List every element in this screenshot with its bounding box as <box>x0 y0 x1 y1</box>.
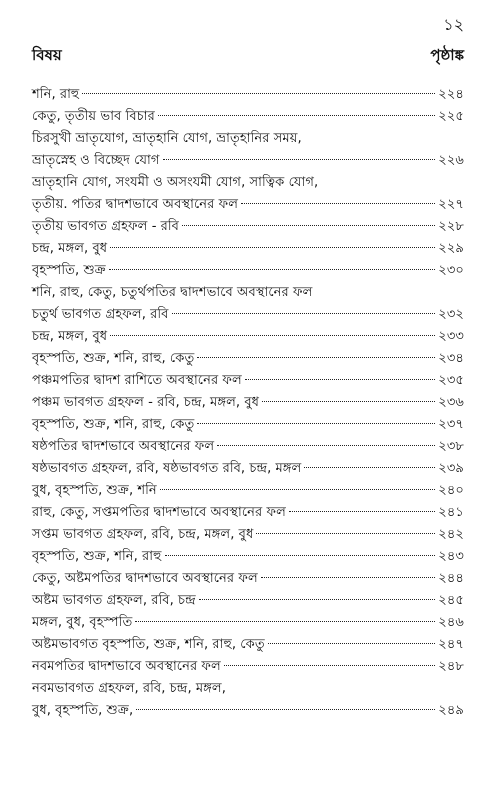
toc-entry-page: ২৩০ <box>438 263 464 278</box>
toc-entry-page: ২২৪ <box>438 87 464 102</box>
toc-header <box>32 44 464 69</box>
toc-entry <box>32 128 464 172</box>
toc-entry-title: ষষ্ঠপতির দ্বাদশভাবে অবস্থানের ফল <box>32 439 215 454</box>
dot-leader <box>261 577 435 578</box>
dot-leader <box>197 423 435 424</box>
toc-entry <box>32 260 464 282</box>
toc-entry-line <box>32 656 464 678</box>
toc-entry-line <box>32 370 464 392</box>
dot-leader <box>182 225 435 226</box>
toc-entry <box>32 392 464 414</box>
toc-entry-title: কেতু, তৃতীয় ভাব বিচার <box>32 109 155 124</box>
toc-entry-line <box>32 238 464 260</box>
table-of-contents <box>32 84 464 722</box>
toc-entry-title: বৃহস্পতি, শুক্র, শনি, রাহু, কেতু <box>32 417 195 432</box>
dot-leader <box>172 313 436 314</box>
toc-entry-line <box>32 502 464 524</box>
toc-entry-line <box>32 568 464 590</box>
toc-entry-line <box>32 700 464 722</box>
toc-entry-title: তৃতীয় ভাবগত গ্রহফল - রবি <box>32 219 180 234</box>
dot-leader <box>197 357 435 358</box>
toc-entry-title: বৃহস্পতি, শুক্র, শনি, রাহু <box>32 549 162 564</box>
toc-entry-line <box>32 282 464 304</box>
toc-entry-page: ২২৯ <box>438 241 464 256</box>
page-number: ১২ <box>443 15 464 34</box>
toc-entry-page: ২২৮ <box>438 219 464 234</box>
toc-entry-title: পঞ্চম ভাবগত গ্রহফল - রবি, চন্দ্র, মঙ্গল, বুধ <box>32 395 260 410</box>
toc-entry-line <box>32 84 464 106</box>
toc-entry-title: সপ্তম ভাবগত গ্রহফল, রবি, চন্দ্র, মঙ্গল, বুধ <box>32 527 254 542</box>
toc-entry <box>32 480 464 502</box>
toc-entry-title: ভ্রাতৃস্নেহ ও বিচ্ছেদ যোগ <box>32 153 160 168</box>
toc-entry <box>32 326 464 348</box>
toc-entry-title: চন্দ্র, মঙ্গল, বুধ <box>32 329 108 344</box>
toc-entry-page: ২৩৭ <box>438 417 464 432</box>
page-heading: পৃষ্ঠাঙ্ক <box>430 46 464 64</box>
dot-leader <box>262 401 435 402</box>
toc-entry-line <box>32 260 464 282</box>
toc-entry-title: শনি, রাহু, কেতু, চতুর্থপতির দ্বাদশভাবে অবস্থানের ফল <box>32 285 313 300</box>
toc-entry <box>32 568 464 590</box>
dot-leader <box>160 489 436 490</box>
dot-leader <box>199 599 436 600</box>
dot-leader <box>245 379 435 380</box>
toc-entry-title: তৃতীয়. পতির দ্বাদশভাবে অবস্থানের ফল <box>32 197 239 212</box>
toc-entry <box>32 84 464 106</box>
toc-entry-line <box>32 590 464 612</box>
toc-entry-title: বুধ, বৃহস্পতি, শুক্র, <box>32 703 134 718</box>
toc-entry-title: ভ্রাতৃহানি যোগ, সংযমী ও অসংযমী যোগ, সাত্বিক যোগ, <box>32 175 319 190</box>
toc-entry-title: মঙ্গল, বুধ, বৃহস্পতি <box>32 615 133 630</box>
toc-entry-title: চতুর্থ ভাবগত গ্রহফল, রবি <box>32 307 169 322</box>
toc-entry-title: নবমপতির দ্বাদশভাবে অবস্থানের ফল <box>32 659 221 674</box>
dot-leader <box>268 643 436 644</box>
dot-leader <box>158 115 435 116</box>
toc-entry-page: ২৩৫ <box>438 373 464 388</box>
toc-entry-page: ২৪০ <box>438 483 464 498</box>
toc-entry-line <box>32 106 464 128</box>
toc-entry-page: ২৪৩ <box>438 549 464 564</box>
toc-entry <box>32 414 464 436</box>
toc-entry-page: ২৪৫ <box>438 593 464 608</box>
toc-entry-page: ২৩৩ <box>438 329 464 344</box>
toc-entry-line <box>32 326 464 348</box>
toc-entry <box>32 656 464 678</box>
toc-entry <box>32 678 464 722</box>
toc-entry-page: ২৩৮ <box>438 439 464 454</box>
toc-entry-title: অষ্টম ভাবগত গ্রহফল, রবি, চন্দ্র <box>32 593 196 608</box>
toc-entry <box>32 238 464 260</box>
toc-entry <box>32 546 464 568</box>
toc-entry-page: ২৩৬ <box>438 395 464 410</box>
dot-leader <box>136 709 435 710</box>
toc-entry-line <box>32 436 464 458</box>
toc-entry <box>32 436 464 458</box>
toc-entry-line <box>32 414 464 436</box>
toc-entry-title: চন্দ্র, মঙ্গল, বুধ <box>32 241 108 256</box>
dot-leader <box>224 665 435 666</box>
toc-entry-page: ২৩৪ <box>438 351 464 366</box>
toc-entry-line <box>32 480 464 502</box>
toc-entry-page: ২৪৭ <box>438 637 464 652</box>
toc-entry-title: রাহু, কেতু, সপ্তমপতির দ্বাদশভাবে অবস্থানের ফল <box>32 505 286 520</box>
toc-entry-title: বুধ, বৃহস্পতি, শুক্র, শনি <box>32 483 157 498</box>
dot-leader <box>241 203 435 204</box>
toc-entry-line <box>32 348 464 370</box>
toc-entry-page: ২৪১ <box>438 505 464 520</box>
dot-leader <box>110 247 435 248</box>
toc-entry <box>32 216 464 238</box>
toc-entry-line <box>32 128 464 150</box>
toc-entry-title: চিরসুখী ভ্রাতৃযোগ, ভ্রাতৃহানি যোগ, ভ্রাতৃহানির সময়, <box>32 131 302 146</box>
toc-entry <box>32 370 464 392</box>
toc-entry <box>32 304 464 326</box>
toc-entry-page: ২২৭ <box>438 197 464 212</box>
toc-entry <box>32 524 464 546</box>
toc-entry-page: ২৪৮ <box>438 659 464 674</box>
toc-entry-line <box>32 392 464 414</box>
toc-entry <box>32 502 464 524</box>
toc-entry-line <box>32 524 464 546</box>
toc-entry-page: ২৪৯ <box>438 703 464 718</box>
dot-leader <box>165 555 436 556</box>
toc-entry-line <box>32 150 464 172</box>
toc-entry <box>32 612 464 634</box>
toc-entry-page: ২৩৯ <box>438 461 464 476</box>
toc-entry <box>32 348 464 370</box>
toc-entry-line <box>32 546 464 568</box>
toc-entry-page: ২৩২ <box>438 307 464 322</box>
toc-entry-line <box>32 634 464 656</box>
toc-entry-page: ২৪২ <box>438 527 464 542</box>
toc-entry-title: নবমভাবগত গ্রহফল, রবি, চন্দ্র, মঙ্গল, <box>32 681 226 696</box>
toc-entry-page: ২৪৪ <box>438 571 464 586</box>
toc-entry <box>32 458 464 480</box>
toc-entry <box>32 634 464 656</box>
toc-entry <box>32 590 464 612</box>
toc-entry-line <box>32 458 464 480</box>
toc-entry-line <box>32 216 464 238</box>
toc-entry-title: কেতু, অষ্টমপতির দ্বাদশভাবে অবস্থানের ফল <box>32 571 258 586</box>
toc-entry-line <box>32 194 464 216</box>
toc-entry-title: শনি, রাহু <box>32 87 80 102</box>
toc-entry-line <box>32 678 464 700</box>
toc-entry-title: অষ্টমভাবগত বৃহস্পতি, শুক্র, শনি, রাহু, কেতু <box>32 637 265 652</box>
toc-entry <box>32 282 464 304</box>
toc-entry-title: বৃহস্পতি, শুক্র <box>32 263 106 278</box>
dot-leader <box>110 335 435 336</box>
toc-entry-title: ষষ্ঠভাবগত গ্রহফল, রবি, ষষ্ঠভাবগত রবি, চন্দ্র, মঙ্গল <box>32 461 302 476</box>
toc-entry-title: বৃহস্পতি, শুক্র, শনি, রাহু, কেতু <box>32 351 195 366</box>
dot-leader <box>304 467 435 468</box>
toc-entry-page: ২৪৬ <box>438 615 464 630</box>
toc-entry-page: ২২৬ <box>438 153 464 168</box>
dot-leader <box>217 445 435 446</box>
dot-leader <box>163 159 436 160</box>
toc-entry-line <box>32 172 464 194</box>
subject-heading: বিষয় <box>32 46 62 64</box>
toc-entry-title: পঞ্চমপতির দ্বাদশ রাশিতে অবস্থানের ফল <box>32 373 242 388</box>
toc-entry <box>32 106 464 128</box>
toc-entry-line <box>32 304 464 326</box>
toc-entry-line <box>32 612 464 634</box>
dot-leader <box>82 93 435 94</box>
dot-leader <box>135 621 435 622</box>
dot-leader <box>256 533 435 534</box>
dot-leader <box>109 269 435 270</box>
toc-entry-page: ২২৫ <box>438 109 464 124</box>
dot-leader <box>289 511 435 512</box>
toc-entry <box>32 172 464 216</box>
